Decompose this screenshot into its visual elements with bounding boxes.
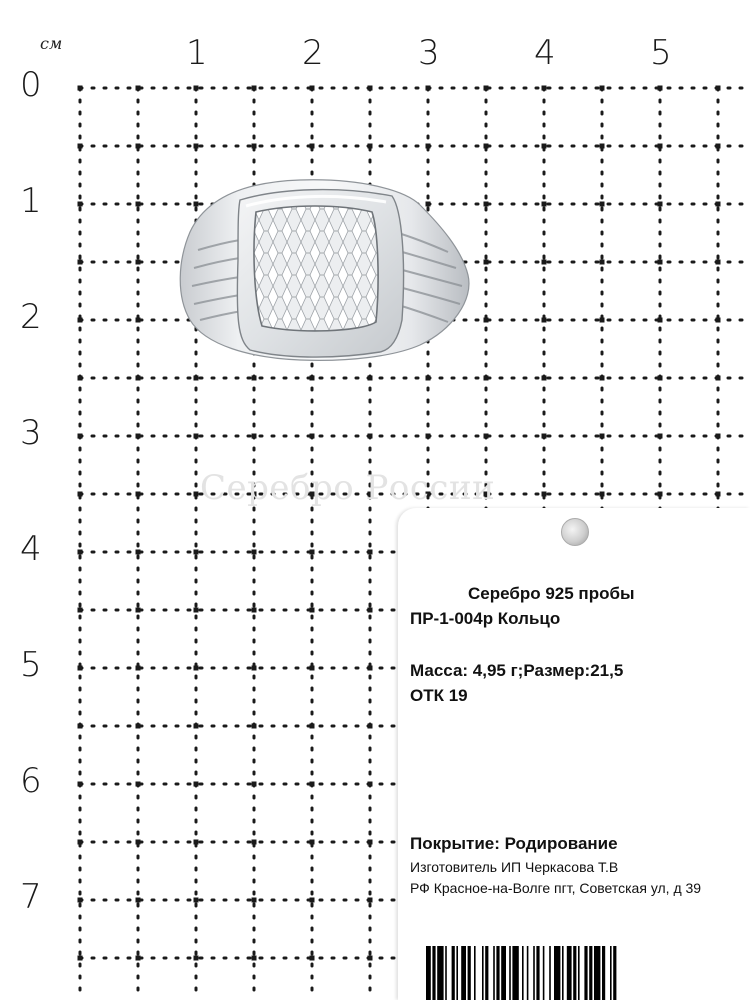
- unit-label: см: [40, 34, 63, 53]
- price-tag: [398, 508, 750, 1000]
- coating-text: Покрытие: Родирование: [410, 834, 618, 853]
- left-ruler-number: 7: [20, 877, 42, 917]
- left-ruler-number: 2: [20, 297, 42, 337]
- barcode: [426, 946, 742, 1000]
- top-ruler-number: 5: [650, 33, 672, 73]
- material-text: Серебро 925 пробы: [468, 584, 635, 603]
- watermark-text: Серебро России: [200, 468, 496, 508]
- address-text: РФ Красное-на-Волге пгт, Советская ул, д 39: [410, 880, 702, 896]
- otk-text: ОТК 19: [410, 686, 468, 705]
- article-text: ПР-1-004р Кольцо: [410, 609, 561, 628]
- left-ruler-number: 3: [20, 413, 42, 453]
- tag-hole: [561, 518, 589, 546]
- mass-size-text: Масса: 4,95 г;Размер:21,5: [410, 661, 624, 680]
- maker-text: Изготовитель ИП Черкасова Т.В: [410, 859, 619, 875]
- top-ruler-number: 1: [186, 33, 208, 73]
- top-ruler-number: 3: [418, 33, 440, 73]
- left-ruler-number: 5: [20, 645, 42, 685]
- top-ruler-number: 4: [534, 33, 556, 73]
- left-ruler-number: 4: [20, 529, 42, 569]
- left-ruler-number: 0: [20, 65, 42, 105]
- left-ruler-number: 6: [20, 761, 42, 801]
- left-ruler-number: 1: [20, 181, 42, 221]
- top-ruler-number: 2: [302, 33, 324, 73]
